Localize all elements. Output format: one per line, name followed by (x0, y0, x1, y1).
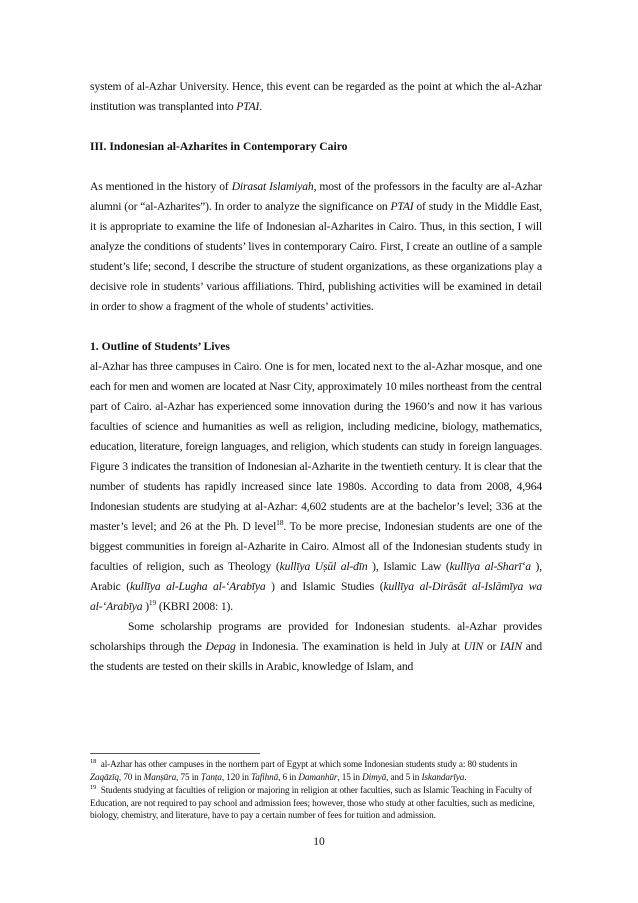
footnote-ref-19[interactable]: 19 (148, 598, 157, 607)
emphasis: kullīya al-Dirāsāt al-Islāmīya wa al-‘Arabīya (90, 580, 542, 613)
footnote-number: 19 (90, 784, 97, 791)
footnote-ref-18[interactable]: 18 (276, 518, 284, 527)
page-number: 10 (313, 836, 325, 848)
paragraph-scholarship: Some scholarship programs are provided for Indonesian students. al-Azhar provides scholarships through the Depag in Indonesia. The examination is held in July at UIN or IAIN and the students are tested on their skills in Arabic, knowledge of Islam, and (90, 620, 542, 673)
footnote-18: $^{18}$ al-Azhar has other campuses in the northern part of Egypt at which some Indonesian students study a: 80 students in Zaqāzīq, 70 in Manṣūra, 75 in Ṭanṭa, 120 in Tafihnā, 6 in Damanhūr, 15 in Dimyā, and 5 in Iskandarīya. (90, 758, 518, 782)
emphasis: PTAI (236, 100, 260, 113)
body-text (90, 77, 542, 677)
emphasis: Depag (205, 640, 236, 653)
emphasis: IAIN (500, 640, 522, 653)
footnote-number: 18 (90, 758, 97, 765)
emphasis: UIN (463, 640, 484, 653)
emphasis: Dirasat Islamiyah (231, 180, 314, 193)
footnote-separator (90, 753, 260, 754)
emphasis: kullīya Uṣūl al-dīn (279, 560, 368, 573)
paragraph-outline: al-Azhar has three campuses in Cairo. One is for men, located next to the al-Azhar mosque, and one each for men and women are located at Nasr City, approximately 10 miles northeast from the central part of Cairo. al-Azhar has experienced some innovation during the 1960’s and now it has various faculties of science and humanities as well as religion, including medicine, biology, mathematics, education, literature, foreign languages, and religion, which students can study in foreign languages. Figure 3 indicates the transition of Indonesian al-Azharite in the twentieth century. It is clear that the number of students has rapidly increased since late 1980s. According to data from 2008, 4,964 Indonesian students are studying at al-Azhar: 4,602 students are at the bachelor’s level; 336 at the master’s level; and 26 at the Ph. D level$^{18}$. To be more precise, Indonesian students are one of the biggest communities in foreign al-Azharite in Cairo. Almost all of the Indonesian students study in faculties of religion, such as Theology (kullīya Uṣūl al-dīn ), Islamic Law (kullīya al-Sharī‘a ), Arabic (kullīya al-Lugha al-‘Arabīya ) and Islamic Studies (kullīya al-Dirāsāt al-Islāmīya wa al-‘Arabīya )$^{19}$ (KBRI 2008: 1). (90, 360, 543, 613)
paragraph-intro: As mentioned in the history of Dirasat Islamiyah, most of the professors in the faculty are al-Azhar alumni (or “al-Azharites”). In order to analyze the significance on PTAI of study in the Middle East, it is appropriate to examine the life of Indonesian al-Azharites in Cairo. Thus, in this section, I will analyze the conditions of students’ lives in contemporary Cairo. First, I create an outline of a sample student’s life; second, I describe the structure of student organizations, as these organizations play a decisive role in students’ various affiliations. Third, publishing activities will be examined in detail in order to show a fragment of the whole of students’ activities. (90, 180, 542, 313)
subsection-heading: 1. Outline of Students’ Lives (90, 340, 230, 353)
emphasis: kullīya al-Sharī‘a (449, 560, 531, 573)
paragraph-continuation: system of al-Azhar University. Hence, this event can be regarded as the point at which the al-Azhar institution was transplanted into PTAI. (90, 80, 542, 113)
footnote-19: $^{19}$ Students studying at faculties of religion or majoring in religion at other faculties, such as Islamic Teaching in Faculty of Education, are not required to pay school and admission fees; however, those who study at other faculties, such as medicine, biology, chemistry, and literature, have to pay a certain number of fees for tuition and admission. (90, 784, 535, 820)
emphasis: PTAI (390, 200, 414, 213)
footnotes (90, 758, 542, 822)
section-heading: III. Indonesian al-Azharites in Contemporary Cairo (90, 140, 348, 153)
emphasis: kullīya al-Lugha al-‘Arabīya (129, 580, 266, 593)
